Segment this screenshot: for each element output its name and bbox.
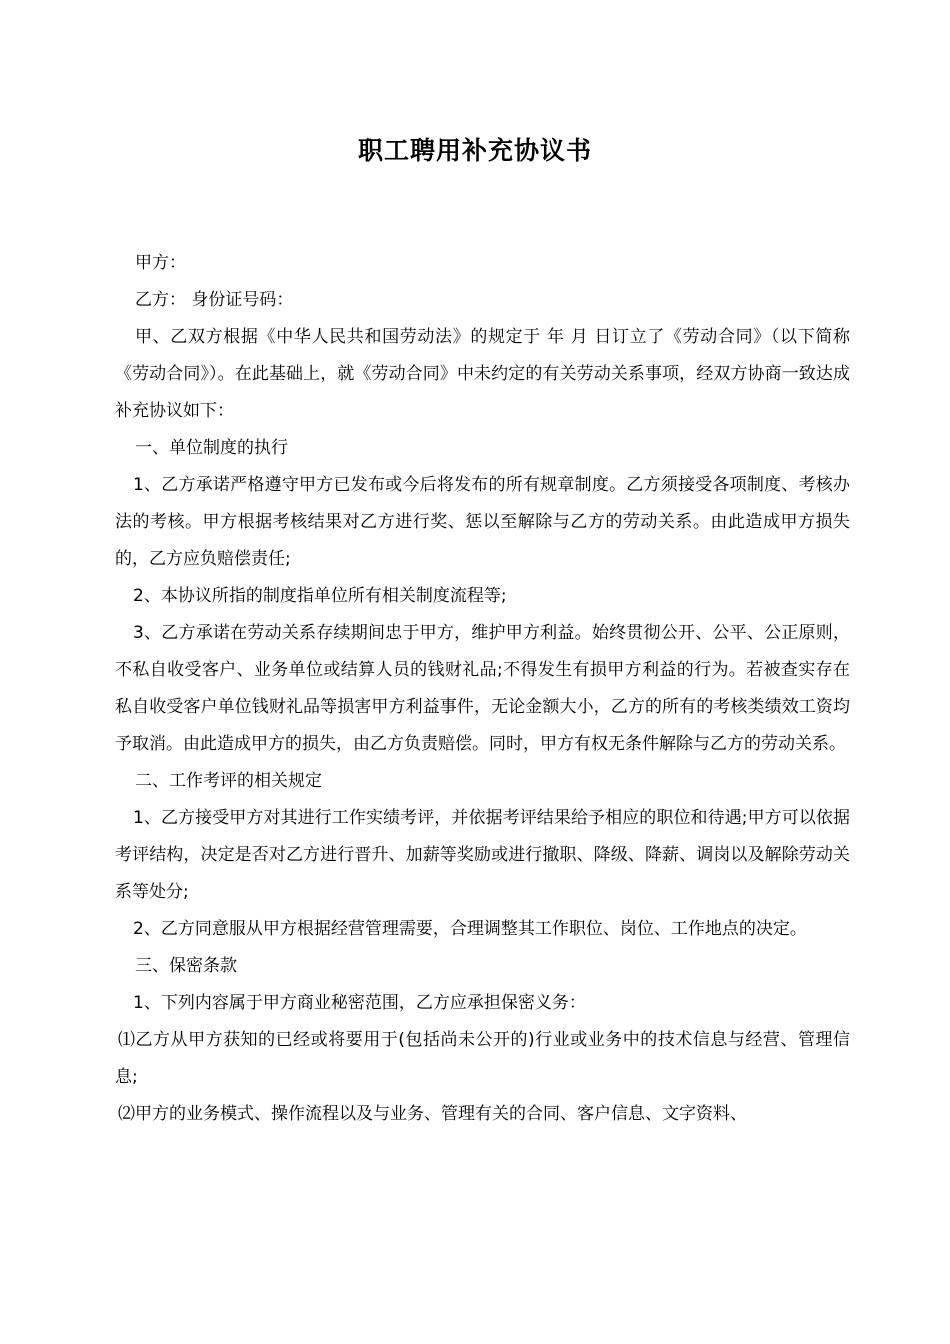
- clause-subitem: ⑵甲方的业务模式、操作流程以及与业务、管理有关的合同、客户信息、文字资料、: [118, 1104, 747, 1124]
- clause-paragraph: 1、下列内容属于甲方商业秘密范围，乙方应承担保密义务：: [133, 993, 586, 1013]
- clause-subitem: ⑴乙方从甲方获知的已经或将要用于(包括尚未公开的)行业或业务中的技术信息与经营、管理信息;: [115, 1030, 850, 1087]
- clause-paragraph: 1、乙方承诺严格遵守甲方已发布或今后将发布的所有规章制度。乙方须接受各项制度、考核办法的考核。甲方根据考核结果对乙方进行奖、惩以至解除与乙方的劳动关系。由此造成甲方损失的，乙方应负赔偿责任;: [115, 475, 850, 569]
- clause-paragraph: 2、本协议所指的制度指单位所有相关制度流程等;: [133, 586, 507, 606]
- clause-paragraph: 3、乙方承诺在劳动关系存续期间忠于甲方，维护甲方利益。始终贯彻公开、公平、公正原则，不私自收受客户、业务单位或结算人员的钱财礼品;不得发生有损甲方利益的行为。若被查实存在私自收受客户单位钱财礼品等损害甲方利益事件，无论金额大小，乙方的所有的考核类绩效工资均予取消。由此造成甲方的损失，由乙方负责赔偿。同时，甲方有权无条件解除与乙方的劳动关系。: [115, 623, 850, 754]
- clause-paragraph: 1、乙方接受甲方对其进行工作实绩考评，并依据考评结果给予相应的职位和待遇;甲方可以依据考评结构，决定是否对乙方进行晋升、加薪等奖励或进行撤职、降级、降薪、调岗以及解除劳动关系等处分;: [115, 808, 850, 902]
- section-heading: 一、单位制度的执行: [135, 438, 288, 458]
- document-body: [115, 245, 850, 1133]
- intro-paragraph: 甲、乙双方根据《中华人民共和国劳动法》的规定于 年 月 日订立了《劳动合同》（以下简称《劳动合同》）。在此基础上，就《劳动合同》中未约定的有关劳动关系事项，经双方协商一致达成补充协议如下：: [115, 327, 850, 421]
- document-title: 职工聘用补充协议书: [357, 136, 592, 165]
- party-b-line: 乙方： 身份证号码：: [135, 290, 294, 310]
- party-a-line: 甲方：: [135, 253, 186, 273]
- clause-paragraph: 2、乙方同意服从甲方根据经营管理需要，合理调整其工作职位、岗位、工作地点的决定。: [133, 919, 807, 939]
- section-heading: 三、保密条款: [135, 956, 237, 976]
- section-heading: 二、工作考评的相关规定: [135, 771, 322, 791]
